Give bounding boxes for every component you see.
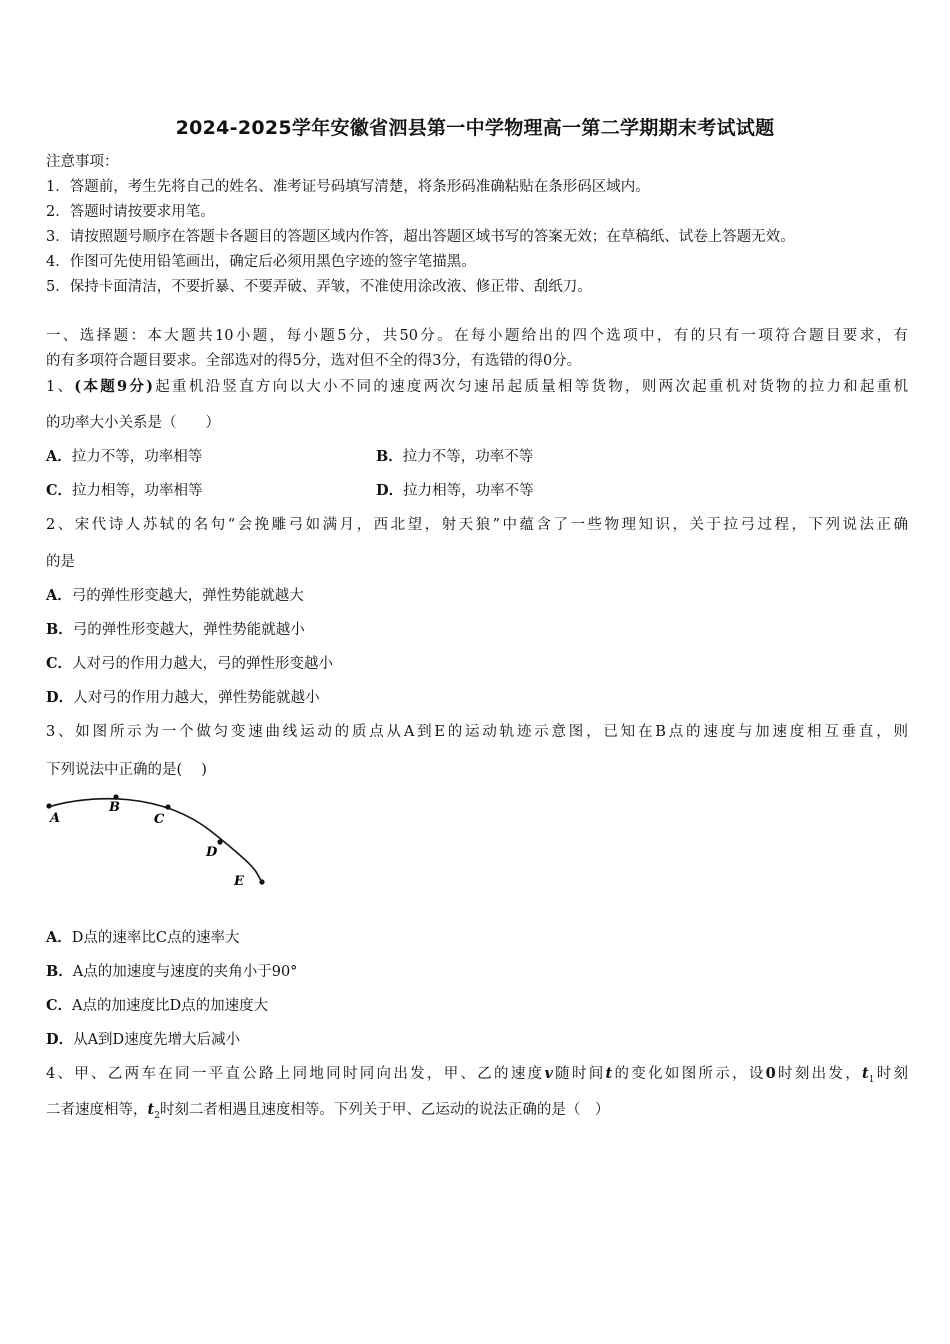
point-c-label: C <box>154 812 165 827</box>
point-a-label: A <box>50 811 61 826</box>
q4-stem-line-1 <box>46 1064 908 1090</box>
option-text: 人对弓的作用力越大，弹性势能就越小 <box>73 690 320 706</box>
option-text: 从A到D速度先增大后减小 <box>73 1032 241 1048</box>
q3-option-a[interactable] <box>46 928 240 948</box>
section-instruction-line-2: 的有多项符合题目要求。全部选对的得5分，选对但不全的得3分，有选错的得0分。 <box>46 353 582 369</box>
notice-item-4: 4．作图可先使用铅笔画出，确定后必须用黑色字迹的签字笔描黑。 <box>46 254 476 270</box>
option-letter: D． <box>376 482 404 499</box>
q2-option-a[interactable] <box>46 586 304 606</box>
q1-option-b[interactable] <box>376 447 533 467</box>
trajectory-figure <box>42 792 272 892</box>
option-text: A点的加速度比D点的加速度大 <box>72 998 269 1014</box>
q2-option-d[interactable] <box>46 688 320 708</box>
q3-stem-line-1: 3、如图所示为一个做匀变速曲线运动的质点从A到E的运动轨迹示意图，已知在B点的速度与加速度相互垂直，则 <box>46 724 908 740</box>
page-title: 2024-2025学年安徽省泗县第一中学物理高一第二学期期末考试试题 <box>175 117 775 139</box>
q1-stem-line-2: 的功率大小关系是（ ） <box>46 415 220 431</box>
option-letter: A． <box>46 587 72 604</box>
q3-option-d[interactable] <box>46 1030 240 1050</box>
option-letter: B． <box>46 963 73 980</box>
q3-stem-line-2: 下列说法中正确的是( ) <box>46 762 207 778</box>
option-letter: C． <box>46 482 73 499</box>
q1-score: (本题9分) <box>74 378 153 395</box>
option-letter: B． <box>376 448 403 465</box>
option-letter: D． <box>46 689 74 706</box>
point-c-dot <box>165 804 170 809</box>
option-text: D点的速率比C点的速率大 <box>71 930 240 946</box>
q2-stem-line-1: 2、宋代诗人苏轼的名句“会挽雕弓如满月，西北望，射天狼”中蕴含了一些物理知识，关于拉弓过程，下列说法正确 <box>46 517 908 533</box>
q3-option-b[interactable] <box>46 962 297 982</box>
q1-stem-text: 起重机沿竖直方向以大小不同的速度两次匀速吊起质量相等货物，则两次起重机对货物的拉力和起重机 <box>152 379 908 395</box>
notice-item-3: 3．请按照题号顺序在答题卡各题目的答题区域内作答，超出答题区域书写的答案无效；在草稿纸、试卷上答题无效。 <box>46 229 795 245</box>
q3-option-c[interactable] <box>46 996 268 1016</box>
option-letter: A． <box>46 929 72 946</box>
q4-text: 随时间 <box>552 1066 606 1082</box>
option-text: 弓的弹性形变越大，弹性势能就越小 <box>72 622 305 638</box>
option-text: 人对弓的作用力越大，弓的弹性形变越小 <box>72 656 334 672</box>
option-letter: C． <box>46 997 73 1014</box>
notice-item-2: 2．答题时请按要求用笔。 <box>46 204 215 220</box>
q4-text: 二者速度相等， <box>46 1102 148 1118</box>
point-d-dot <box>217 839 222 844</box>
point-e-label: E <box>234 874 244 889</box>
q4-symbol-t2-subscript: 2 <box>154 1110 160 1121</box>
option-letter: D． <box>46 1031 74 1048</box>
notice-header: 注意事项： <box>46 154 119 170</box>
q4-symbol-zero: 0 <box>765 1065 776 1082</box>
q4-symbol-t: t <box>605 1065 613 1082</box>
q4-stem-line-2 <box>46 1100 908 1126</box>
q1-number: 1、 <box>46 379 75 395</box>
option-letter: C． <box>46 655 73 672</box>
point-b-label: B <box>109 800 120 815</box>
option-text: A点的加速度与速度的夹角小于90° <box>72 964 298 980</box>
option-text: 拉力不等，功率相等 <box>71 449 203 465</box>
option-text: 拉力相等，功率不等 <box>403 483 534 499</box>
notice-item-1: 1．答题前，考生先将自己的姓名、准考证号码填写清楚，将条形码准确粘贴在条形码区域内。 <box>46 179 650 195</box>
q4-text: 的变化如图所示，设 <box>612 1066 766 1082</box>
option-text: 拉力相等，功率相等 <box>72 483 203 499</box>
q2-stem-line-2: 的是 <box>46 554 75 570</box>
q4-symbol-t2: t <box>147 1101 155 1118</box>
option-text: 拉力不等，功率不等 <box>402 449 534 465</box>
q4-symbol-t1-subscript: 1 <box>868 1074 875 1085</box>
q1-option-a[interactable] <box>46 447 202 467</box>
q4-symbol-t1: t <box>862 1065 869 1082</box>
option-text: 弓的弹性形变越大，弹性势能就越大 <box>71 588 304 604</box>
q4-text: 4、甲、乙两车在同一平直公路上同地同时同向出发，甲、乙的速度 <box>46 1066 545 1082</box>
notice-item-5: 5．保持卡面清洁，不要折暴、不要弄破、弄皱，不准使用涂改液、修正带、刮纸刀。 <box>46 279 592 295</box>
q2-option-b[interactable] <box>46 620 305 640</box>
q4-text: 时刻 <box>874 1066 909 1082</box>
q4-text: 时刻出发， <box>775 1066 862 1082</box>
point-b-dot <box>113 794 118 799</box>
point-d-label: D <box>206 845 218 860</box>
point-a-dot <box>46 803 51 808</box>
section-instruction-line-1: 一、选择题：本大题共10小题，每小题5分，共50分。在每小题给出的四个选项中，有的只有一项符合题目要求，有 <box>46 328 908 344</box>
option-letter: B． <box>46 621 73 638</box>
point-e-dot <box>259 879 264 884</box>
q1-stem-line-1 <box>46 377 908 397</box>
q4-symbol-v: v <box>544 1065 553 1082</box>
q1-option-c[interactable] <box>46 481 203 501</box>
q2-option-c[interactable] <box>46 654 333 674</box>
q1-option-d[interactable] <box>376 481 534 501</box>
q4-text: 时刻二者相遇且速度相等。下列关于甲、乙运动的说法正确的是（ ） <box>159 1102 610 1118</box>
option-letter: A． <box>46 448 72 465</box>
